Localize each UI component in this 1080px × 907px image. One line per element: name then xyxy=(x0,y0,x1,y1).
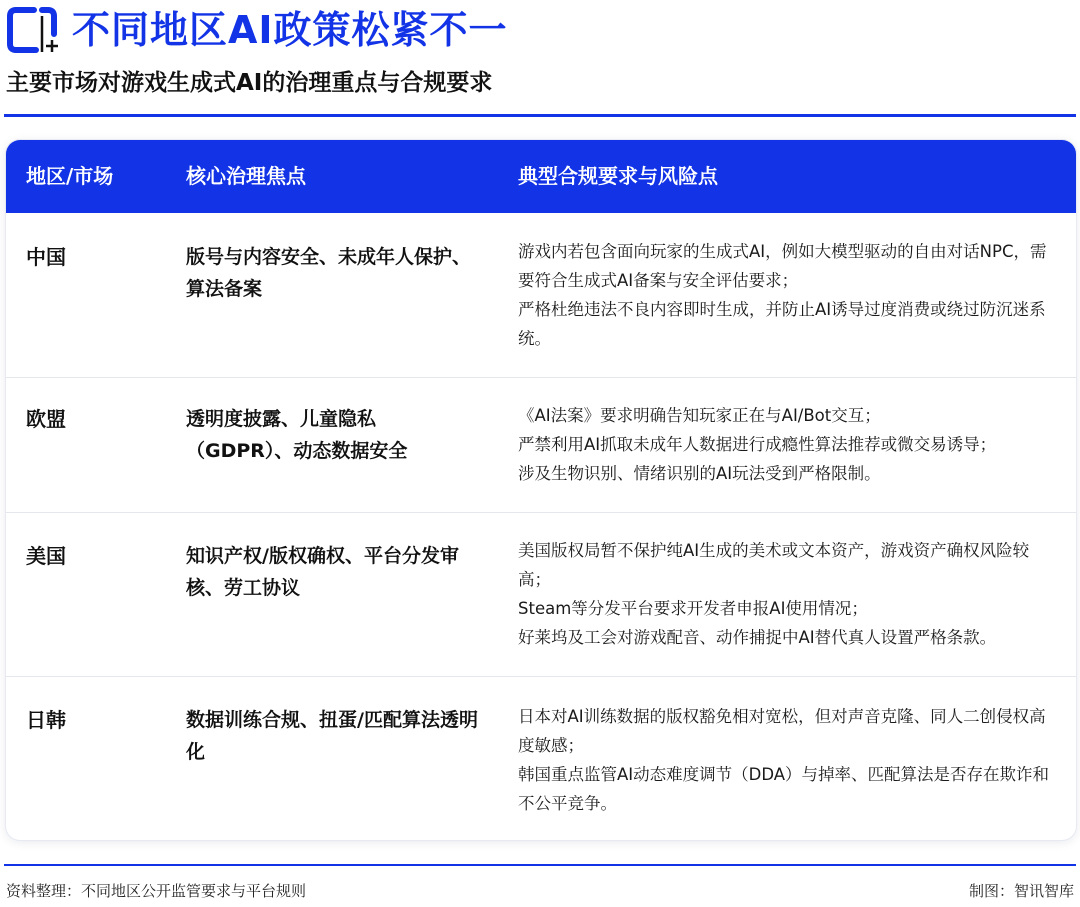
requirement-item: 日本对AI训练数据的版权豁免相对宽松，但对声音克隆、同人二创侵权高度敏感； xyxy=(518,707,1046,755)
table-row xyxy=(6,377,1076,513)
source-note: 资料整理：不同地区公开监管要求与平台规则 xyxy=(6,882,307,900)
region-cell: 中国 xyxy=(26,245,66,269)
requirement-item: 严禁利用AI抓取未成年人数据进行成瘾性算法推荐或微交易诱导； xyxy=(518,435,997,454)
region-cell: 美国 xyxy=(26,544,66,568)
requirement-item: 美国版权局暂不保护纯AI生成的美术或文本资产，游戏资产确权风险较高； xyxy=(518,541,1030,589)
credit-note: 制图：智讯智库 xyxy=(968,882,1074,900)
column-header-focus: 核心治理焦点 xyxy=(186,164,306,188)
region-cell: 日韩 xyxy=(26,708,66,732)
requirements-cell xyxy=(518,536,1056,652)
bottom-divider xyxy=(4,864,1076,866)
requirement-item: 韩国重点监管AI动态难度调节（DDA）与掉率、匹配算法是否存在欺诈和不公平竞争。 xyxy=(518,765,1050,813)
table-row xyxy=(6,512,1076,677)
requirements-cell xyxy=(518,237,1056,353)
table-row xyxy=(6,676,1076,840)
table-row xyxy=(6,213,1076,378)
column-header-region: 地区/市场 xyxy=(26,164,114,188)
logo-icon xyxy=(6,6,58,54)
requirement-item: Steam等分发平台要求开发者申报AI使用情况； xyxy=(518,599,868,618)
header xyxy=(0,0,1080,60)
requirement-item: 严格杜绝违法不良内容即时生成，并防止AI诱导过度消费或绕过防沉迷系统。 xyxy=(518,300,1046,348)
top-divider xyxy=(4,114,1076,117)
column-header-requirements: 典型合规要求与风险点 xyxy=(518,164,718,188)
requirement-item: 涉及生物识别、情绪识别的AI玩法受到严格限制。 xyxy=(518,464,881,483)
focus-cell: 版号与内容安全、未成年人保护、算法备案 xyxy=(186,246,472,300)
focus-cell: 知识产权/版权确权、平台分发审核、劳工协议 xyxy=(186,545,459,599)
region-cell: 欧盟 xyxy=(26,407,66,431)
requirement-item: 好莱坞及工会对游戏配音、动作捕捉中AI替代真人设置严格条款。 xyxy=(518,628,997,647)
focus-cell: 透明度披露、儿童隐私（GDPR）、动态数据安全 xyxy=(186,408,408,462)
focus-cell: 数据训练合规、扭蛋/匹配算法透明化 xyxy=(186,709,478,763)
page-subtitle: 主要市场对游戏生成式AI的治理重点与合规要求 xyxy=(6,70,493,96)
requirement-item: 游戏内若包含面向玩家的生成式AI，例如大模型驱动的自由对话NPC，需要符合生成式AI备案与安全评估要求； xyxy=(518,242,1047,290)
table-header xyxy=(6,140,1076,213)
requirement-item: 《AI法案》要求明确告知玩家正在与AI/Bot交互； xyxy=(518,406,881,425)
requirements-cell xyxy=(518,401,1056,488)
requirements-cell xyxy=(518,702,1056,818)
page-title: 不同地区AI政策松紧不一 xyxy=(72,8,508,52)
policy-table xyxy=(6,140,1076,840)
